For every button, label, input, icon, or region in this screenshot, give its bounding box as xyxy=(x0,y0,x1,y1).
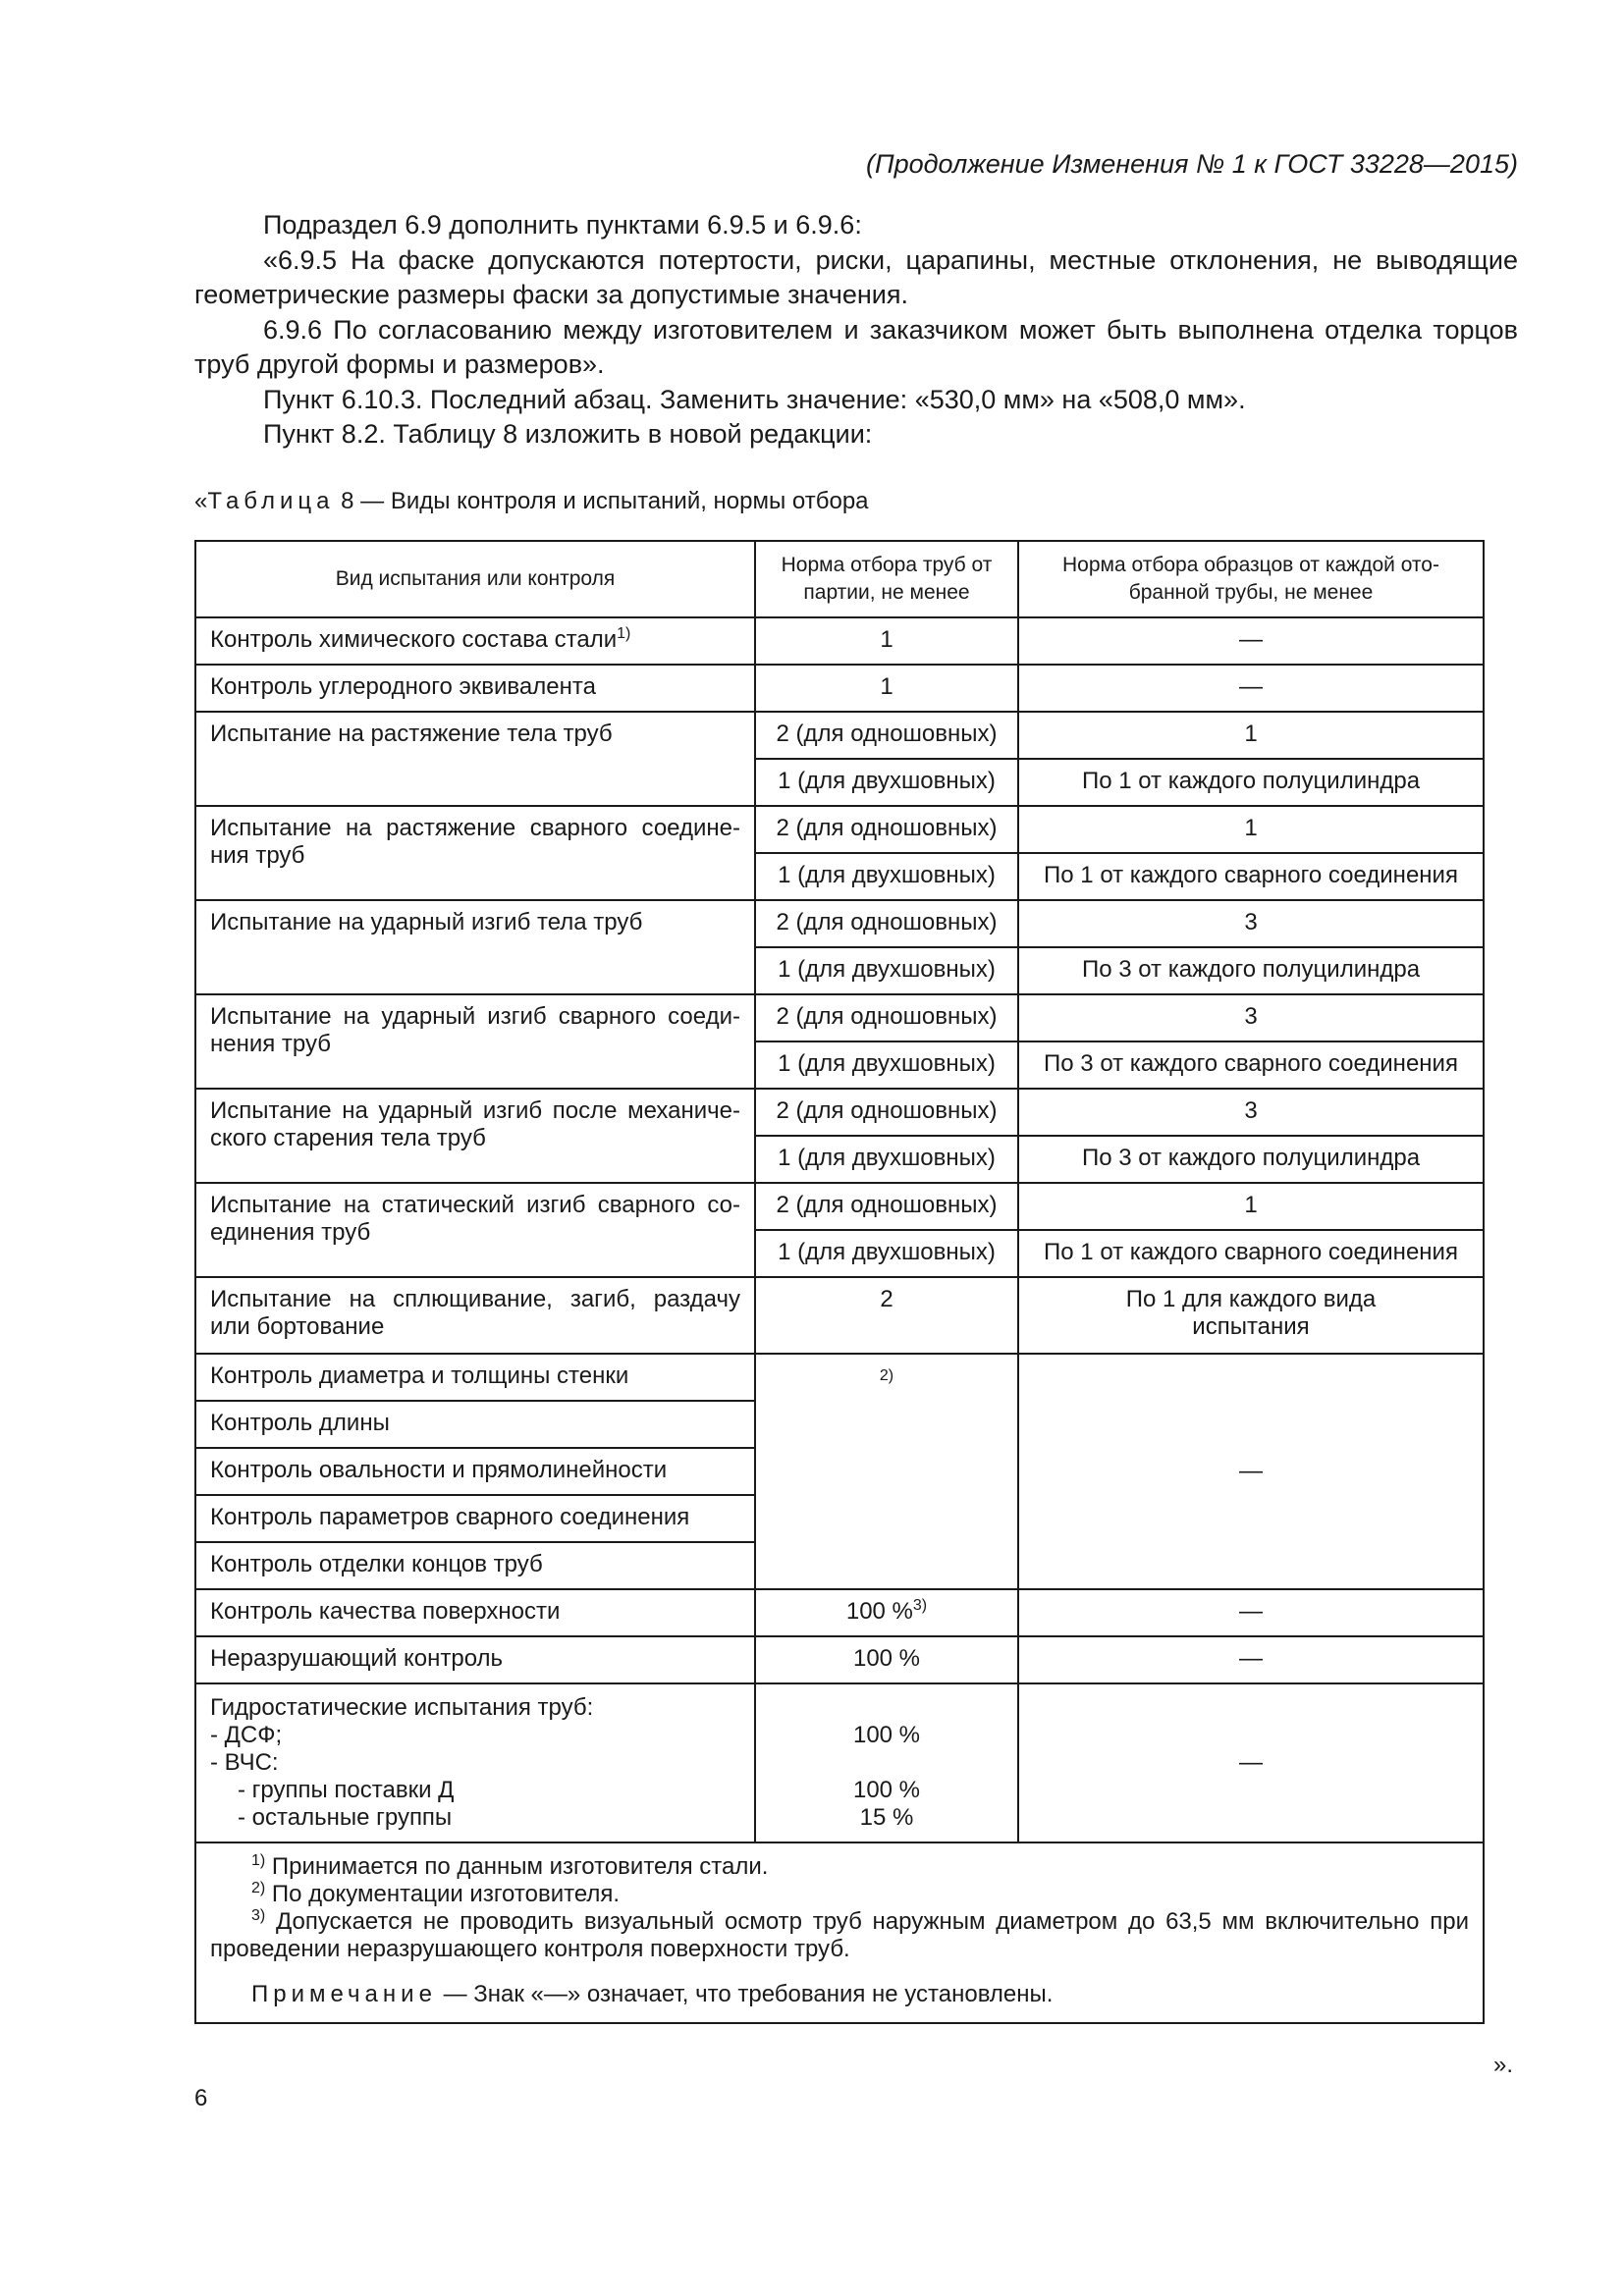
pipes-norm: 2 (для одношовных) xyxy=(755,712,1018,759)
table-caption: «Таблица 8 — Виды контроля и испытаний, нормы отбора xyxy=(194,488,869,514)
footnote-mark: 3) xyxy=(912,1597,928,1614)
table-footnotes xyxy=(195,1842,1484,2023)
pipes-norm: 2 (для одношовных) xyxy=(755,806,1018,853)
samples-norm: По 1 для каждого вида испытания xyxy=(1018,1277,1484,1354)
test-name: Испытание на ударный изгиб сварного соединения труб xyxy=(195,994,755,1089)
test-name: Контроль параметров сварного соединения xyxy=(195,1495,755,1542)
footnote: $^{3)}$ Допускается не проводить визуальный осмотр труб наружным диаметром до 63,5 мм включительно при проведении неразрушающего контроля поверхности труб. xyxy=(210,1907,1469,1962)
pipes-norm: 1 (для двухшовных) xyxy=(755,1041,1018,1089)
footnote-mark: 1) xyxy=(617,625,631,642)
table-row xyxy=(195,665,1484,712)
samples-norm: 1 xyxy=(1018,712,1484,759)
paragraph: Пункт 6.10.3. Последний абзац. Заменить значение: «530,0 мм» на «508,0 мм». xyxy=(263,384,1246,414)
samples-norm: По 3 от каждого полуцилиндра xyxy=(1018,947,1484,994)
samples-norm: По 1 от каждого сварного соединения xyxy=(1018,1230,1484,1277)
test-name: Неразрушающий контроль xyxy=(195,1636,755,1683)
table-row xyxy=(195,1277,1484,1354)
samples-norm: 3 xyxy=(1018,1089,1484,1136)
footnote: $^{2)}$ По документации изготовителя. xyxy=(251,1880,621,1907)
table-row xyxy=(195,617,1484,665)
running-header: (Продолжение Изменения № 1 к ГОСТ 33228—2015) xyxy=(866,149,1518,179)
pipes-norm: 100 % 100 % 15 % xyxy=(755,1683,1018,1842)
test-name: Контроль длины xyxy=(195,1401,755,1448)
test-name: Испытание на растяжение сварного соединения труб xyxy=(195,806,755,900)
table-row xyxy=(195,1683,1484,1842)
pipes-norm: 2 (для одношовных) xyxy=(755,900,1018,947)
footnote: $^{1)}$ Принимается по данным изготовителя стали. xyxy=(251,1852,769,1880)
pipes-norm: 1 (для двухшовных) xyxy=(755,1136,1018,1183)
pipes-norm: 1 xyxy=(755,617,1018,665)
test-name: Испытание на статический изгиб сварного соединения труб xyxy=(195,1183,755,1277)
table-row xyxy=(195,1636,1484,1683)
pipes-norm: 2 (для одношовных) xyxy=(755,1183,1018,1230)
column-header: Норма отбора образцов от каждой отобранной трубы, не менее xyxy=(1018,541,1484,617)
table-row xyxy=(195,1354,1484,1401)
samples-norm: По 3 от каждого полуцилиндра xyxy=(1018,1136,1484,1183)
table-row xyxy=(195,712,1484,759)
samples-norm: По 1 от каждого полуцилиндра xyxy=(1018,759,1484,806)
pipes-norm: 2 (для одношовных) xyxy=(755,1089,1018,1136)
pipes-norm: 2 (для одношовных) xyxy=(755,994,1018,1041)
pipes-norm: 100 %$^{3)}$ xyxy=(755,1589,1018,1636)
samples-norm: 1 xyxy=(1018,1183,1484,1230)
samples-norm: По 1 от каждого сварного соединения xyxy=(1018,853,1484,900)
samples-norm: — xyxy=(1018,1636,1484,1683)
pipes-norm: 1 (для двухшовных) xyxy=(755,853,1018,900)
samples-norm: — xyxy=(1018,1354,1484,1589)
caption-word: Таблица xyxy=(207,488,335,514)
column-header: Вид испытания или контроля xyxy=(195,541,755,617)
pipes-norm: 2 xyxy=(755,1277,1018,1354)
test-name: Гидростатические испытания труб: - ДСФ; - ВЧС: - группы поставки Д - остальные группы xyxy=(195,1683,755,1842)
samples-norm: По 3 от каждого сварного соединения xyxy=(1018,1041,1484,1089)
test-name: Контроль химического состава стали$^{1)}$ xyxy=(195,617,755,665)
test-name: Контроль овальности и прямолинейности xyxy=(195,1448,755,1495)
samples-norm: — xyxy=(1018,1683,1484,1842)
test-name: Испытание на ударный изгиб после механического старения тела труб xyxy=(195,1089,755,1183)
table-header-row xyxy=(195,541,1484,617)
pipes-norm: 1 (для двухшовных) xyxy=(755,759,1018,806)
body-text xyxy=(194,208,1518,453)
test-name: Контроль качества поверхности xyxy=(195,1589,755,1636)
samples-norm: 1 xyxy=(1018,806,1484,853)
pipes-norm: 1 xyxy=(755,665,1018,712)
table-row xyxy=(195,1089,1484,1136)
table-row xyxy=(195,994,1484,1041)
pipes-norm-footnote: 2) xyxy=(755,1354,1018,1589)
table-row xyxy=(195,900,1484,947)
table-row xyxy=(195,806,1484,853)
paragraph: Пункт 8.2. Таблицу 8 изложить в новой редакции: xyxy=(263,419,873,449)
pipes-norm: 100 % xyxy=(755,1636,1018,1683)
test-name: Контроль углеродного эквивалента xyxy=(195,665,755,712)
test-name: Контроль диаметра и толщины стенки xyxy=(195,1354,755,1401)
inspection-table xyxy=(194,540,1485,2024)
table-note: Примечание — Знак «—» означает, что требования не установлены. xyxy=(251,1981,1054,2007)
pipes-norm: 1 (для двухшовных) xyxy=(755,947,1018,994)
pipes-norm: 1 (для двухшовных) xyxy=(755,1230,1018,1277)
paragraph: Подраздел 6.9 дополнить пунктами 6.9.5 и 6.9.6: xyxy=(263,210,862,240)
paragraph: 6.9.6 По согласованию между изготовителем и заказчиком может быть выполнена отделка торцов труб другой формы и размеров». xyxy=(194,314,1518,379)
test-name: Испытание на сплющивание, загиб, раздачу или бортование xyxy=(195,1277,755,1354)
paragraph: «6.9.5 На фаске допускаются потертости, риски, царапины, местные отклонения, не выводящие геометрические размеры фаски за допустимые значения. xyxy=(194,244,1518,309)
samples-norm: — xyxy=(1018,665,1484,712)
samples-norm: — xyxy=(1018,1589,1484,1636)
closing-quote: ». xyxy=(1493,2052,1514,2078)
table-row xyxy=(195,1589,1484,1636)
test-name: Испытание на ударный изгиб тела труб xyxy=(195,900,755,994)
test-name: Контроль отделки концов труб xyxy=(195,1542,755,1589)
table-row xyxy=(195,1183,1484,1230)
samples-norm: 3 xyxy=(1018,994,1484,1041)
column-header: Норма отбора труб от партии, не менее xyxy=(755,541,1018,617)
samples-norm: 3 xyxy=(1018,900,1484,947)
samples-norm: — xyxy=(1018,617,1484,665)
test-name: Испытание на растяжение тела труб xyxy=(195,712,755,806)
table-notes-row xyxy=(195,1842,1484,2023)
page-number: 6 xyxy=(194,2085,208,2111)
